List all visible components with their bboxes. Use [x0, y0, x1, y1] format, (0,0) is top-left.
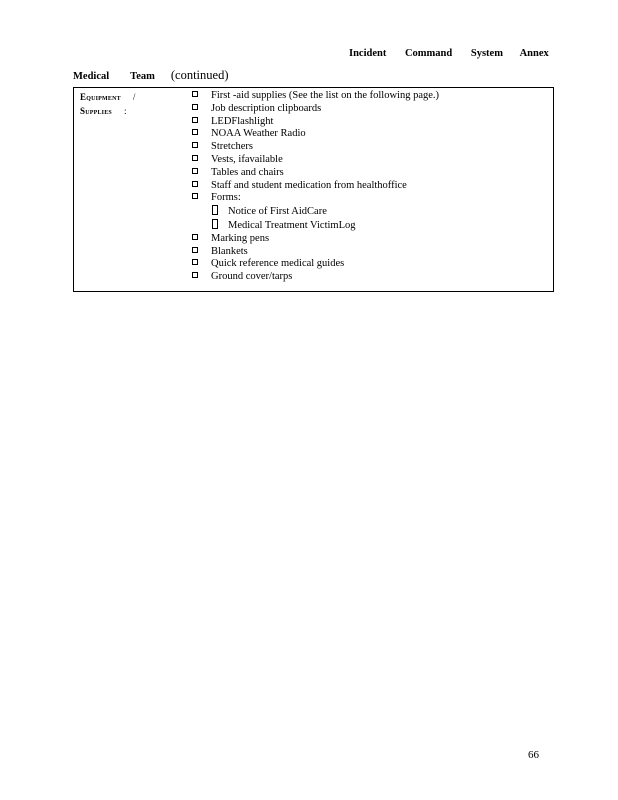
- square-bullet-icon: [192, 272, 198, 278]
- header-word-system: System: [470, 48, 503, 59]
- section-word-medical: Medical: [73, 71, 110, 82]
- list-item: [192, 90, 439, 103]
- square-bullet-icon: [192, 117, 198, 123]
- section-word-team: Team: [130, 71, 155, 82]
- list-item-text: Blankets: [211, 245, 248, 257]
- forms-sublist: [192, 205, 439, 233]
- list-item-text: Quick reference medical guides: [211, 258, 345, 270]
- list-item: [192, 103, 439, 116]
- sublist-item-text: Medical Treatment VictimLog: [228, 219, 356, 231]
- list-item-text: Staff and student medication from healthoffice: [211, 179, 407, 191]
- list-item-text: Forms:: [211, 192, 241, 204]
- list-item: [192, 246, 439, 259]
- header-word-incident: Incident: [349, 48, 387, 59]
- square-bullet-icon: [192, 193, 198, 199]
- square-bullet-icon: [192, 91, 198, 97]
- list-item: [192, 167, 439, 180]
- list-item-text: First -aid supplies (See the list on the following page.): [211, 90, 440, 101]
- section-heading: [73, 66, 228, 84]
- list-item: [192, 233, 439, 246]
- header-word-command: Command: [404, 48, 453, 59]
- sublist-item: [192, 219, 439, 233]
- list-item: [192, 180, 439, 193]
- list-item: [192, 116, 439, 129]
- hollow-bullet-icon: [212, 219, 218, 229]
- label-line-1: [80, 90, 135, 104]
- list-item: [192, 192, 439, 232]
- supply-list: [192, 90, 439, 284]
- square-bullet-icon: [192, 181, 198, 187]
- square-bullet-icon: [192, 155, 198, 161]
- page-number: 66: [528, 749, 539, 761]
- square-bullet-icon: [192, 259, 198, 265]
- list-item-text: Tables and chairs: [211, 166, 284, 178]
- hollow-bullet-icon: [212, 205, 218, 215]
- equipment-supplies-label: [80, 90, 135, 118]
- equipment-supplies-table: [73, 87, 554, 292]
- sublist-item-text: Notice of First AidCare: [228, 206, 327, 218]
- list-item: [192, 271, 439, 284]
- square-bullet-icon: [192, 234, 198, 240]
- list-item: [192, 128, 439, 141]
- list-item-text: LEDFlashlight: [211, 115, 274, 127]
- list-item: [192, 154, 439, 167]
- label-supplies: Supplies: [80, 106, 112, 116]
- label-equipment: Equipment: [80, 92, 121, 102]
- label-separator-colon: :: [123, 106, 127, 116]
- list-item: [192, 141, 439, 154]
- list-item-text: Vests, ifavailable: [211, 153, 283, 165]
- header-word-annex: Annex: [519, 48, 549, 59]
- label-line-2: [80, 104, 135, 118]
- section-continued: (continued): [170, 68, 229, 82]
- list-item-text: Ground cover/tarps: [211, 271, 293, 283]
- square-bullet-icon: [192, 104, 198, 110]
- square-bullet-icon: [192, 129, 198, 135]
- label-separator-slash: /: [132, 92, 136, 102]
- list-item-text: Job description clipboards: [211, 102, 322, 114]
- list-item-text: NOAA Weather Radio: [211, 128, 306, 140]
- square-bullet-icon: [192, 168, 198, 174]
- list-item: [192, 258, 439, 271]
- running-header: [349, 48, 549, 59]
- list-item-text: Marking pens: [211, 232, 270, 244]
- square-bullet-icon: [192, 142, 198, 148]
- list-item-text: Stretchers: [211, 141, 253, 153]
- square-bullet-icon: [192, 247, 198, 253]
- sublist-item: [192, 205, 439, 219]
